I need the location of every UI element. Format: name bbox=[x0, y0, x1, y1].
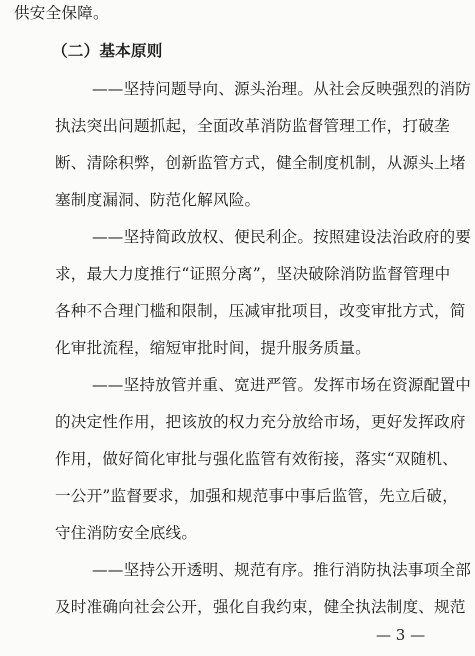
principle-2-line-1: ——坚持简政放权、便民利企。按照建设法治政府的要 bbox=[92, 228, 472, 246]
principle-3-line-3: 作用，做好简化审批与强化监管有效衔接，落实“双随机、 bbox=[55, 450, 459, 468]
principle-3-line-2: 的决定性作用，把该放的权力充分放给市场，更好发挥政府 bbox=[55, 413, 466, 431]
text-line-continuation: 供安全保障。 bbox=[14, 4, 109, 22]
principle-4-line-1: ——坚持公开透明、规范有序。推行消防执法事项全部 bbox=[92, 561, 472, 579]
principle-1-line-3: 断、清除积弊，创新监管方式，健全制度机制，从源头上堵 bbox=[55, 154, 466, 172]
principle-4-line-2: 及时准确向社会公开，强化自我约束，健全执法制度、规范 bbox=[55, 598, 466, 616]
principle-1-line-4: 塞制度漏洞、防范化解风险。 bbox=[55, 191, 261, 209]
page-number: — 3 — bbox=[376, 626, 426, 644]
principle-3-line-1: ——坚持放管并重、宽进严管。发挥市场在资源配置中 bbox=[92, 376, 472, 394]
principle-1-line-1: ——坚持问题导向、源头治理。从社会反映强烈的消防 bbox=[92, 80, 472, 98]
principle-1-line-2: 执法突出问题抓起，全面改革消防监督管理工作，打破垄 bbox=[55, 117, 450, 135]
principle-3-line-5: 守住消防安全底线。 bbox=[55, 524, 198, 542]
principle-2-line-3: 各种不合理门槛和限制，压减审批项目，改变审批方式，简 bbox=[55, 302, 466, 320]
principle-2-line-4: 化审批流程，缩短审批时间，提升服务质量。 bbox=[55, 339, 371, 357]
principle-3-line-4: 一公开”监督要求，加强和规范事中事后监管，先立后破， bbox=[55, 487, 459, 505]
subsection-heading-basic-principles: （二）基本原则 bbox=[52, 41, 163, 60]
principle-2-line-2: 求，最大力度推行“证照分离”，坚决破除消防监督管理中 bbox=[55, 265, 451, 283]
